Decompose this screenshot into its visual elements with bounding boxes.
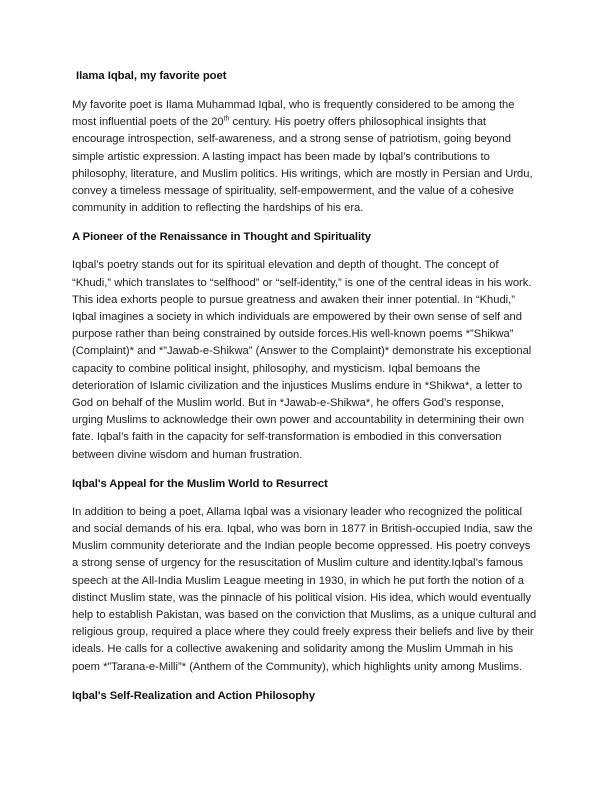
heading-pioneer-renaissance: A Pioneer of the Renaissance in Thought and Spirituality xyxy=(72,231,371,244)
intro-text-after-superscript: century. His poetry offers philosophical insights that encourage introspection, self-awareness, and a strong sense of patriotism, going beyond simple artistic expression. A lasting impact has been made by Iqbal’s contributions to philosophy, literature, and Muslim politics. His writings, which are mostly in Persian and Urdu, convey a timeless message of spirituality, self-empowerment, and the value of a cohesive community in addition to reflecting the hardships of his era. xyxy=(72,116,533,215)
heading-self-realization: Iqbal's Self-Realization and Action Philosophy xyxy=(72,689,315,702)
document-body xyxy=(72,68,538,716)
page-title: Ilama Iqbal, my favorite poet xyxy=(76,70,227,82)
heading-appeal-muslim-world: Iqbal's Appeal for the Muslim World to Resurrect xyxy=(72,477,328,490)
khudi-paragraph: Iqbal’s poetry stands out for its spiritual elevation and depth of thought. The concept of “Khudi,” which translates to “selfhood” or “self-identity,” is one of the central ideas in his work. This idea exhorts people to pursue greatness and awaken their inner potential. In “Khudi,” Iqbal imagines a society in which individuals are empowered by their own sense of self and purpose rather than being constrained by outside forces.His well-known poems *”Shikwa” (Complaint)* and *”Jawab-e-Shikwa” (Answer to the Complaint)* demonstrate his exceptional capacity to combine political insight, philosophy, and mysticism. Iqbal bemoans the deterioration of Islamic civilization and the injustices Muslims endure in *Shikwa*, a letter to God on behalf of the Muslim world. But in *Jawab-e-Shikwa*, he offers God’s response, urging Muslims to acknowledge their own power and accountability in determining their own fate. Iqbal’s faith in the capacity for self-transformation is embodied in this conversation between divine wisdom and human frustration. xyxy=(72,259,532,461)
intro-text-before-superscript: My favorite poet is Ilama Muhammad Iqbal, who is frequently considered to be among the most influential poets of the 20 xyxy=(72,99,515,129)
intro-paragraph xyxy=(72,97,538,217)
visionary-leader-paragraph: In addition to being a poet, Allama Iqbal was a visionary leader who recognized the political and social demands of his era. Iqbal, who was born in 1877 in British-occupied India, saw the Muslim community deteriorate and the Indian people become oppressed. His poetry conveys a strong sense of urgency for the resuscitation of Muslim culture and identity.Iqbal’s famous speech at the All-India Muslim League meeting in 1930, in which he put forth the notion of a distinct Muslim state, was the pinnacle of his political vision. His idea, which would eventually help to establish Pakistan, was based on the conviction that Muslims, as a unique cultural and religious group, required a place where they could freely express their beliefs and live by their ideals. He calls for a collective awakening and solidarity among the Muslim Ummah in his poem *”Tarana-e-Milli”* (Anthem of the Community), which highlights unity among Muslims. xyxy=(72,505,537,673)
ordinal-superscript: th xyxy=(223,115,230,123)
